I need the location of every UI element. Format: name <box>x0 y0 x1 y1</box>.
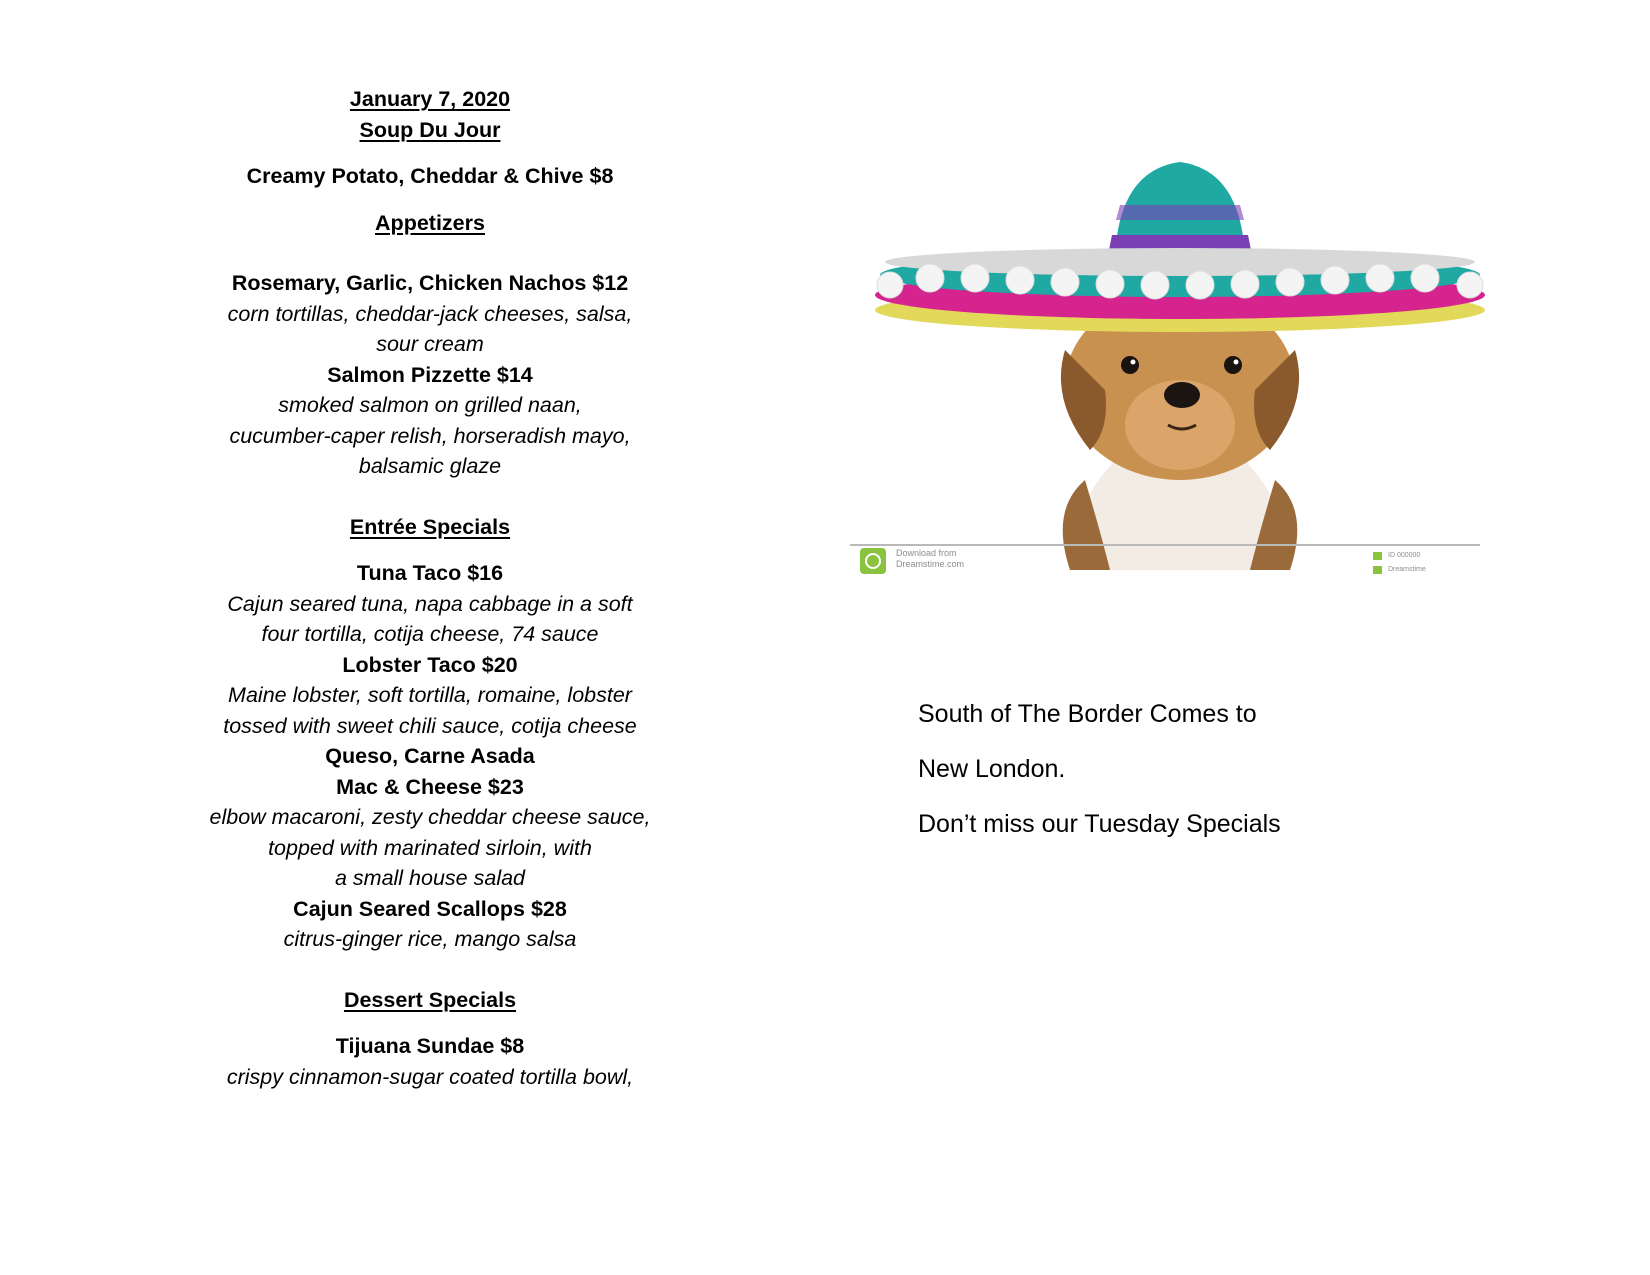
watermark-id: ID 000000 <box>1388 552 1421 559</box>
watermark-id: Dreamstime <box>1388 566 1426 573</box>
dessert-item <box>180 1031 680 1092</box>
appetizer-description: corn tortillas, cheddar-jack cheeses, salsa, sour cream <box>227 301 633 356</box>
appetizer-item <box>180 360 680 482</box>
entree-description: Maine lobster, soft tortilla, romaine, lobster tossed with sweet chili sauce, cotija cheese <box>223 683 637 738</box>
entree-item <box>180 558 680 650</box>
soup-heading: Soup Du Jour <box>359 117 501 142</box>
tagline <box>918 700 1518 865</box>
entree-item <box>180 650 680 742</box>
tagline-line: New London. <box>918 755 1066 783</box>
entree-name: Tuna Taco $16 <box>356 561 504 585</box>
watermark-text: Download from <box>896 548 957 558</box>
dessert-description: crispy cinnamon-sugar coated tortilla bowl, <box>226 1064 634 1089</box>
entree-name: Lobster Taco $20 <box>342 652 518 677</box>
soup-item: Creamy Potato, Cheddar & Chive $8 <box>246 164 614 188</box>
menu-column <box>180 84 680 1092</box>
appetizer-name: Rosemary, Garlic, Chicken Nachos $12 <box>231 271 629 295</box>
tagline-line: South of The Border Comes to <box>918 700 1257 728</box>
appetizer-item <box>180 268 680 360</box>
entree-name: Cajun Seared Scallops $28 <box>293 896 567 921</box>
entree-item <box>180 894 680 955</box>
entree-item <box>180 741 680 894</box>
watermark-text: Dreamstime.com <box>896 559 965 569</box>
puppy-in-sombrero-photo <box>850 150 1520 620</box>
entree-description: Cajun seared tuna, napa cabbage in a soft four tortilla, cotija cheese, 74 sauce <box>227 591 633 646</box>
menu-date: January 7, 2020 <box>349 87 511 111</box>
dessert-name: Tijuana Sundae $8 <box>335 1034 525 1058</box>
entree-description: citrus-ginger rice, mango salsa <box>283 927 577 951</box>
desserts-heading: Dessert Specials <box>343 987 517 1012</box>
entree-name: Queso, Carne Asada Mac & Cheese $23 <box>325 744 535 799</box>
entree-description: elbow macaroni, zesty cheddar cheese sauce, topped with marinated sirloin, with a small house salad <box>209 805 651 890</box>
appetizer-description: smoked salmon on grilled naan, cucumber-caper relish, horseradish mayo, balsamic glaze <box>229 393 631 478</box>
appetizer-name: Salmon Pizzette $14 <box>327 362 533 387</box>
tagline-line: Don’t miss our Tuesday Specials <box>918 810 1281 838</box>
appetizers-heading: Appetizers <box>375 210 485 235</box>
entrees-heading: Entrée Specials <box>349 514 511 539</box>
